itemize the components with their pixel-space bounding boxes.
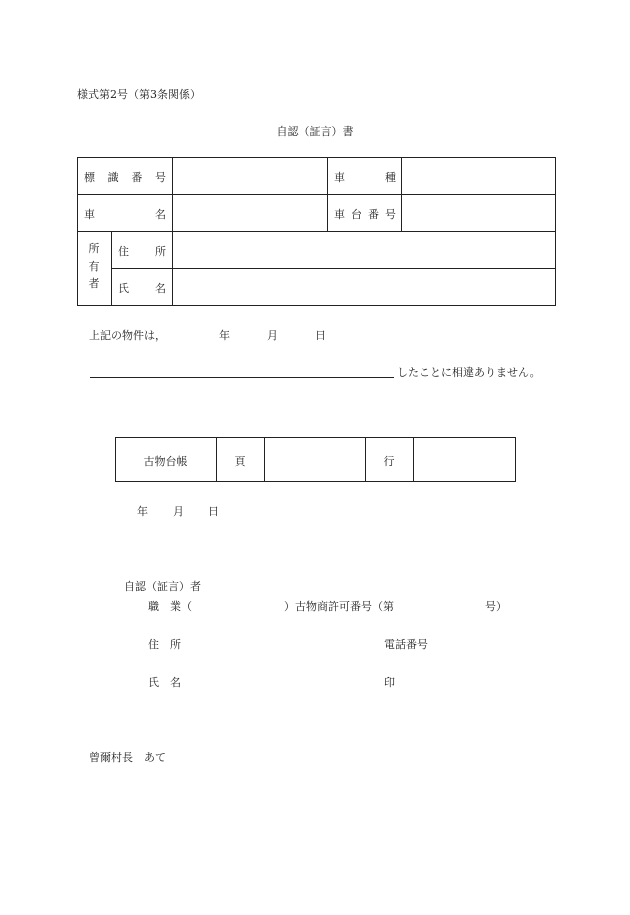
addressee: 曾爾村長 あて [89, 751, 166, 764]
vehicle-type-label: 車 種 [334, 171, 396, 184]
page-label: 頁 [234, 455, 246, 468]
form-number: 様式第2号（第3条関係） [77, 88, 201, 101]
line-label: 行 [383, 455, 395, 468]
owner-address-label: 住 所 [118, 245, 166, 258]
statement-month: 月 [267, 329, 278, 342]
owner-name-label: 氏 名 [118, 282, 166, 295]
date-year: 年 [137, 505, 148, 518]
vehicle-name-label: 車 名 [84, 208, 166, 221]
owner-label: 所 有 者 [88, 242, 100, 291]
statement-year: 年 [219, 329, 230, 342]
plate-number-label: 標 識 番 号 [84, 171, 166, 184]
ledger-label: 古物台帳 [143, 455, 188, 468]
statement-suffix: したことに相違ありません。 [397, 366, 541, 379]
license-suffix: 号） [485, 600, 507, 613]
statement-prefix: 上記の物件は， [89, 329, 166, 342]
seal-label: 印 [384, 676, 395, 689]
document-title: 自認（証言）書 [276, 125, 354, 138]
date-day: 日 [208, 505, 219, 518]
occupation-label: 職 業（ [148, 600, 192, 613]
phone-label: 電話番号 [384, 638, 428, 651]
statement-day: 日 [315, 329, 326, 342]
declarant-address-label: 住 所 [148, 638, 181, 651]
statement-underline [90, 377, 394, 378]
statement-blank[interactable] [90, 364, 394, 377]
chassis-number-label: 車 台 番 号 [334, 208, 396, 221]
license-label: ）古物商許可番号（第 [284, 600, 394, 613]
declarant-name-label: 氏 名 [148, 676, 181, 689]
declarant-heading: 自認（証言）者 [124, 580, 201, 593]
date-month: 月 [173, 505, 184, 518]
